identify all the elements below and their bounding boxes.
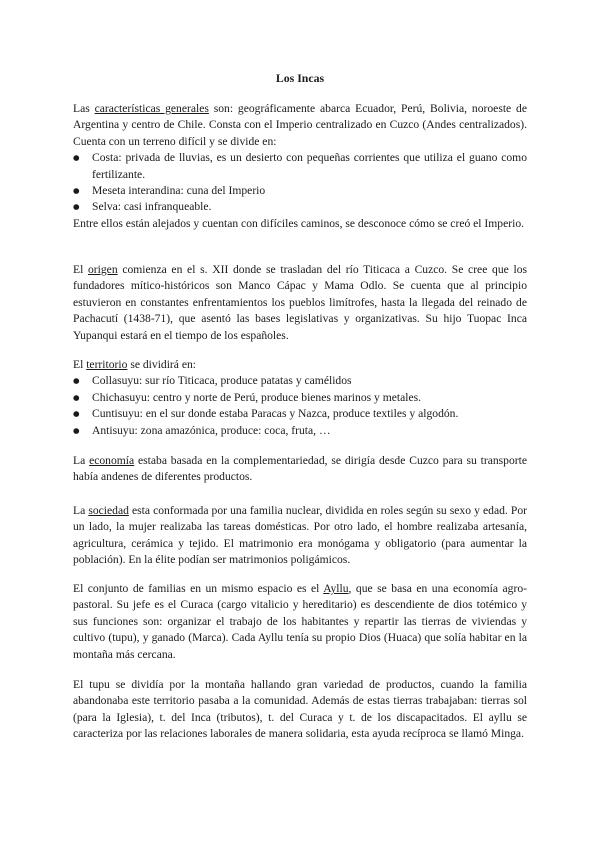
underlined-term: origen [88, 263, 118, 276]
paragraph [73, 581, 527, 663]
document-title: Los Incas [275, 71, 325, 85]
underlined-term: Ayllu [323, 582, 349, 595]
bullet-list [73, 150, 527, 216]
section-caracteristicas [73, 101, 527, 232]
list-item: ● Selva: casi infranqueable. [73, 199, 527, 215]
text-run: , que se basa en una economía agro-pastoral. Su jefe es el Curaca (cargo vitalicio y hereditario) es descendiente de dios totémico y sus funciones son: organizar el trabajo de los habitantes y repartir las tierras de viviendas y cultivo (tupu), y ganado (Marca). Cada Ayllu tenía su propio Dios (Huaca) que solía habitar en la montaña más cercana. [73, 582, 527, 661]
text-run: La [73, 504, 89, 517]
underlined-term: sociedad [88, 504, 129, 517]
section-territorio [73, 357, 527, 439]
text-run: Las [73, 102, 95, 115]
text-run: estaba basada en la complementariedad, se dirigía desde Cuzco para su transporte había andenes de diferentes productos. [73, 454, 527, 484]
list-item: ● Collasuyu: sur río Titicaca, produce patatas y camélidos [73, 373, 527, 389]
text-run: El [73, 263, 88, 276]
underlined-term: características generales [94, 102, 209, 115]
text-run: El conjunto de familias en un mismo espacio es el [73, 582, 324, 595]
underlined-term: territorio [86, 358, 128, 371]
list-item: ● Costa: privada de lluvias, es un desierto con pequeñas corrientes que utiliza el guano como fertilizante. [73, 150, 527, 183]
list-item: ● Antisuyu: zona amazónica, produce: coca, fruta, … [73, 423, 527, 439]
paragraph: Entre ellos están alejados y cuentan con difíciles caminos, se desconoce cómo se creó el Imperio. [73, 216, 525, 230]
list-item: ● Cuntisuyu: en el sur donde estaba Paracas y Nazca, produce textiles y algodón. [73, 406, 527, 422]
section-sociedad [73, 503, 527, 569]
paragraph [73, 453, 527, 486]
text-run: El [73, 358, 87, 371]
list-item: ● Meseta interandina: cuna del Imperio [73, 183, 527, 199]
section-ayllu [73, 581, 527, 663]
paragraph [73, 503, 527, 569]
paragraph [73, 101, 527, 150]
text-run: se dividirá en: [127, 358, 196, 371]
text-run: son: geográficamente abarca Ecuador, Perú, Bolivia, noroeste de Argentina y centro de Chile. Consta con el Imperio centralizado en Cuzco (Andes centralizados). Cuenta con un terreno difícil y se divide en: [73, 102, 528, 148]
text-run: esta conformada por una familia nuclear, dividida en roles según su sexo y edad. Por un lado, la mujer realizaba las tareas domésticas. Por otro lado, el hombre realizaba artesanía, agricultura, cerámica y tejido. El matrimonio era monógama y obligatorio (para aumentar la población). En la élite podían ser matrimonios poligámicos. [73, 504, 527, 567]
paragraph: El tupu se dividía por la montaña hallando gran variedad de productos, cuando la familia abandonaba este territorio pasaba a la comunidad. Además de estas tierras trabajaban: tierras sol (para la Iglesia), t. del Inca (tributos), t. del Curaca y t. de los discapacitados. El ayllu se caracteriza por las relaciones laborales de manera solidaria, esta ayuda recíproca se llamó Minga. [73, 678, 527, 741]
text-run: La [73, 454, 90, 467]
section-economia [73, 453, 527, 486]
bullet-list [73, 373, 527, 439]
underlined-term: economía [89, 454, 135, 467]
section-tupu [73, 677, 527, 743]
text-run: comienza en el s. XII donde se trasladan del río Titicaca a Cuzco. Se cree que los fundadores mítico-históricos son Manco Cápac y Mama Odlo. Se cuenta que al principio estuvieron en constantes enfrentamientos los pueblos limítrofes, hasta la llegada del reinado de Pachacutí (1438-71), que asentó las bases legislativas y organizativas. Su hijo Tuopac Inca Yupanqui estará en el tiempo de los españoles. [73, 263, 528, 342]
section-origen [73, 262, 527, 344]
paragraph [73, 357, 527, 373]
list-item: ● Chichasuyu: centro y norte de Perú, produce bienes marinos y metales. [73, 390, 527, 406]
paragraph [73, 262, 527, 344]
